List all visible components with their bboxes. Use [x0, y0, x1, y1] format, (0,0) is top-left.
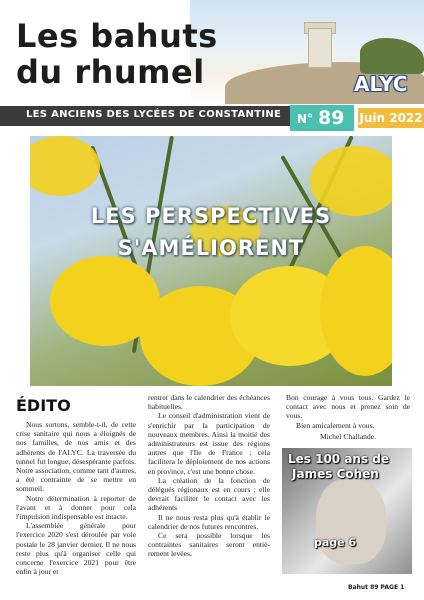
paragraph: Bon courage à vous tous. Gardez le contact avec nous et prenez soin de vous.: [286, 393, 410, 421]
inset-title-line-1: Les 100 ans de: [288, 452, 390, 466]
inset-page-reference[interactable]: page 6: [314, 536, 357, 549]
alyc-logo: ALYC: [354, 72, 408, 96]
paragraph: rentrer dans le calendrier des échéances habituelles.: [148, 393, 270, 412]
paragraph: Nous sortons, semble-t-il, de cette crise sanitaire qui nous a éloignés de nos familles, de nos amis et des adhérents de l'ALYC. La traversée du tunnel fut longue, désespérante parfois. Notre association, comme tant d'autres, a été contrainte de se mettre en sommeil.: [16, 420, 136, 494]
newsletter-title: [16, 18, 218, 90]
issue-date: Juin 2022: [358, 108, 424, 128]
article-column-1: [16, 420, 136, 576]
paragraph: Notre détermination à reporter de l'avant et à donner pour cela l'impulsion indispensable est intacte.: [16, 493, 136, 522]
headline-line-2: S'AMÉLIORENT: [117, 236, 305, 260]
subtitle-text: LES ANCIENS DES LYCÉES DE CONSTANTINE: [26, 109, 282, 120]
title-line-2: du rhumel: [16, 53, 205, 91]
signature: Michel Challande.: [319, 431, 377, 441]
headline-line-1: LES PERSPECTIVES: [90, 204, 332, 228]
inset-photo[interactable]: [282, 448, 412, 574]
portrait-shape: [316, 478, 386, 564]
paragraph: Bien amicalement à vous.: [296, 420, 375, 430]
mimosa-blossom: [30, 136, 100, 196]
issue-number: 89: [318, 107, 345, 129]
masthead: [0, 0, 424, 104]
hero-image: [30, 136, 392, 386]
issue-badge: [290, 105, 354, 131]
paragraph: Ce sera possible lorsque les contraintes sanitaires seront entiè-rement levées.: [148, 531, 270, 559]
section-heading: ÉDITO: [16, 396, 71, 415]
paragraph: L'assemblée générale pour l'exercice 2020 s'est déroulée par voie postale le 28 janvier dernier. Il ne nous reste plus qu'à organiser celle qui concerne l'exercice 2021 pour être enfin à jour et: [16, 521, 136, 577]
paragraph: Il ne nous resta plus qu'à établir le calendrier de nos futures rencontres.: [148, 512, 270, 531]
article-column-2: [148, 393, 270, 559]
subtitle-band: [0, 106, 298, 126]
page-footer: Bahut 89 PAGE 1: [348, 584, 405, 591]
mimosa-blossom: [320, 246, 392, 376]
article-column-3: [286, 393, 410, 441]
paragraph: La création de la fonction de délégués régionaux est en cours ; elle devrait faciliter le contact avec les adhérents: [148, 475, 270, 513]
paragraph: Le conseil d'administration vient de s'enrichir par la participation de nouveaux membres. Ainsi la moitié des administrateurs est issue des régions autres que l'Ile de France ; cela facilitera le déploiement de nos actions en province, c'est une bonne chose.: [148, 411, 270, 476]
issue-prefix: N°: [297, 112, 314, 126]
title-line-1: Les bahuts: [16, 17, 218, 55]
monument-shape: [308, 28, 332, 68]
inset-title-line-2: James Cohen: [292, 467, 379, 481]
